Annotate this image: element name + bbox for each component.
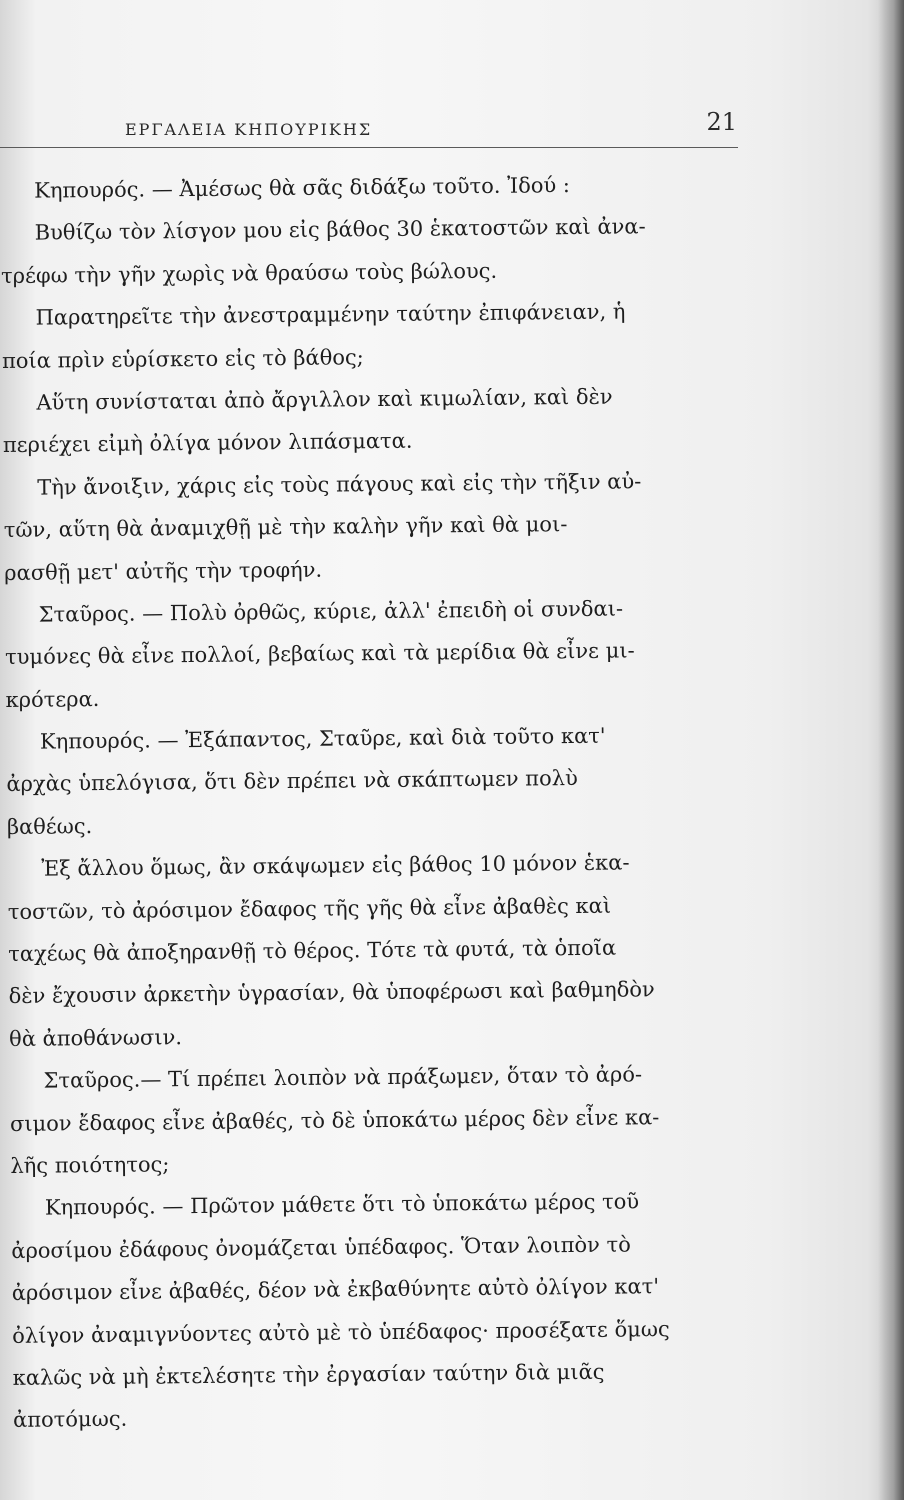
text-line: ταχέως θὰ ἀποξηρανθῇ τὸ θέρος. Τότε τὰ φυτά, τὰ ὁποῖα (8, 935, 617, 966)
text-line: ἀροσίμου ἐδάφους ὀνομάζεται ὑπέδαφος. Ὅταν λοιπὸν τὸ (11, 1232, 631, 1263)
text-line: δὲν ἔχουσιν ἀρκετὴν ὑγρασίαν, θὰ ὑποφέρωσι καὶ βαθμηδὸν (8, 977, 655, 1009)
text-line: σιμον ἔδαφος εἶνε ἀβαθές, τὸ δὲ ὑποκάτω μέρος δὲν εἶνε κα- (9, 1104, 660, 1136)
text-line: Σταῦρος.— Τί πρέπει λοιπὸν νὰ πράξωμεν, ὅταν τὸ ἀρό- (43, 1062, 643, 1093)
text-line: βαθέως. (6, 813, 93, 839)
page-number: 21 (706, 108, 737, 136)
text-line: ἀρόσιμον εἶνε ἀβαθές, δέον νὰ ἐκβαθύνητε αὐτὸ ὀλίγον κατ' (11, 1274, 660, 1306)
text-line: Ἐξ ἄλλου ὅμως, ἂν σκάψωμεν εἰς βάθος 10 μόνον ἑκα- (41, 850, 630, 881)
text-line: ἀρχὰς ὑπελόγισα, ὅτι δὲν πρέπει νὰ σκάπτωμεν πολὺ (6, 766, 578, 797)
text-line: ὀλίγον ἀναμιγνύοντες αὐτὸ μὲ τὸ ὑπέδαφος· προσέξατε ὅμως (12, 1316, 670, 1348)
text-line: Βυθίζω τὸν λίσγον μου εἰς βάθος 30 ἑκατοστῶν καὶ ἀνα- (34, 214, 646, 246)
text-line: θὰ ἀποθάνωσιν. (8, 1024, 183, 1051)
text-line: Κηπουρός. — Ἐξάπαντος, Σταῦρε, καὶ διὰ τοῦτο κατ' (39, 723, 606, 754)
text-line: ἀποτόμως. (12, 1407, 128, 1433)
text-line: τῶν, αὕτη θὰ ἀναμιχθῇ μὲ τὴν καλὴν γῆν καὶ θὰ μοι- (3, 512, 568, 543)
text-line: Αὕτη συνίσταται ἀπὸ ἄργιλλον καὶ κιμωλίαν, καὶ δὲν (36, 384, 613, 415)
body-text (0, 162, 803, 1442)
running-head: ΕΡΓΑΛΕΙΑ ΚΗΠΟΥΡΙΚΗΣ (125, 120, 373, 139)
page-edge-shadow (878, 0, 904, 1500)
text-line: τοστῶν, τὸ ἀρόσιμον ἔδαφος τῆς γῆς θὰ εἶνε ἀβαθὲς καὶ (7, 893, 612, 924)
text-line: ποία πρὶν εὑρίσκετο εἰς τὸ βάθος; (1, 344, 364, 373)
text-line: Κηπουρός. — Πρῶτον μάθετε ὅτι τὸ ὑποκάτω μέρος τοῦ (44, 1189, 640, 1220)
text-line: Παρατηρεῖτε τὴν ἀνεστραμμένην ταύτην ἐπιφάνειαν, ἡ (35, 299, 626, 330)
text-line: τρέφω τὴν γῆν χωρὶς νὰ θραύσω τοὺς βώλους. (0, 258, 498, 288)
text-line: λῆς ποιότητος; (10, 1152, 170, 1178)
text-line: τυμόνες θὰ εἶνε πολλοί, βεβαίως καὶ τὰ μερίδια θὰ εἶνε μι- (4, 638, 635, 670)
text-line: Σταῦρος. — Πολὺ ὀρθῶς, κύριε, ἀλλ' ἐπειδὴ οἱ συνδαι- (38, 596, 624, 627)
text-line: κρότερα. (5, 686, 100, 712)
text-line: Κηπουρός. — Ἀμέσως θὰ σᾶς διδάξω τοῦτο. Ἰδού : (34, 173, 571, 203)
text-line: καλῶς νὰ μὴ ἐκτελέσητε τὴν ἐργασίαν ταύτην διὰ μιᾶς (12, 1359, 605, 1390)
text-line: ρασθῇ μετ' αὐτῆς τὴν τροφήν. (4, 557, 323, 585)
header-rule (0, 147, 738, 148)
text-line: Τὴν ἄνοιξιν, χάρις εἰς τοὺς πάγους καὶ εἰς τὴν τῆξιν αὐ- (37, 469, 642, 500)
text-line: περιέχει εἰμὴ ὀλίγα μόνον λιπάσματα. (2, 429, 413, 458)
page-header (125, 108, 737, 148)
